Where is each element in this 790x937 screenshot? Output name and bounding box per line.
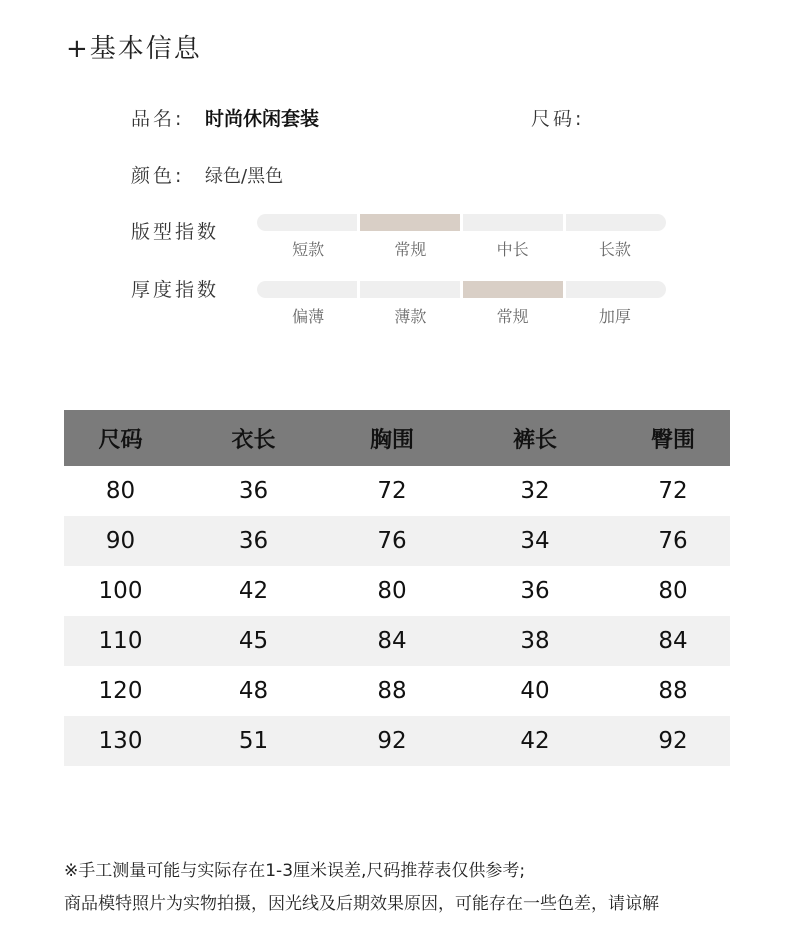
color-label: 颜色: (131, 165, 185, 187)
fit-index-bar (257, 214, 666, 231)
table-cell: 45 (177, 616, 330, 666)
table-cell: 51 (177, 716, 330, 766)
fit-index-label: 版型指数 (131, 221, 220, 243)
table-cell: 88 (377, 678, 407, 704)
measurement-note: ※手工测量可能与实际存在1-3厘米误差,尺码推荐表仅供参考; (64, 861, 526, 881)
thickness-index-option: 加厚 (598, 307, 631, 326)
section-title: +基本信息 (66, 34, 202, 64)
thickness-index-bar (257, 281, 666, 298)
column-header: 裤长 (454, 410, 616, 466)
table-cell: 72 (377, 478, 407, 504)
table-cell: 32 (520, 478, 550, 504)
size-label: 尺码: (531, 108, 585, 130)
thickness-index-segment (360, 281, 460, 298)
table-cell: 80 (658, 578, 688, 604)
table-cell: 42 (454, 716, 616, 766)
table-row (64, 616, 730, 666)
table-cell: 92 (330, 716, 454, 766)
fit-index-segment (360, 214, 460, 231)
thickness-index-segment (566, 281, 666, 298)
table-row (64, 516, 730, 566)
color-value: 绿色/黑色 (205, 166, 284, 187)
table-row (64, 566, 730, 616)
table-cell: 36 (177, 516, 330, 566)
thickness-index-option: 薄款 (394, 307, 427, 326)
fit-index-option: 长款 (598, 240, 631, 259)
thickness-index-option: 偏薄 (292, 307, 325, 326)
name-value: 时尚休闲套装 (205, 108, 320, 130)
table-cell: 42 (238, 578, 269, 604)
fit-index-segment (566, 214, 666, 231)
table-row (64, 466, 730, 516)
table-cell: 130 (64, 716, 177, 766)
table-cell: 48 (238, 678, 269, 704)
fit-index-scale (257, 214, 666, 260)
size-table-header-row (64, 410, 730, 466)
table-cell: 92 (616, 716, 730, 766)
table-cell: 76 (330, 516, 454, 566)
table-cell: 36 (520, 578, 550, 604)
thickness-index-segment (463, 281, 563, 298)
fit-index-segment (257, 214, 357, 231)
thickness-index-option: 常规 (496, 307, 529, 326)
table-row (64, 716, 730, 766)
column-header: 臀围 (616, 410, 730, 466)
table-cell: 34 (454, 516, 616, 566)
fit-index-segment (463, 214, 563, 231)
table-cell: 100 (98, 578, 143, 604)
table-cell: 76 (616, 516, 730, 566)
color-difference-note: 商品模特照片为实物拍摄，因光线及后期效果原因，可能存在一些色差，请谅解 (64, 894, 659, 914)
name-label: 品名: (131, 108, 185, 130)
table-cell: 72 (658, 478, 688, 504)
table-cell: 88 (658, 678, 688, 704)
column-header: 胸围 (330, 410, 454, 466)
table-row (64, 666, 730, 716)
table-cell: 80 (377, 578, 407, 604)
table-cell: 80 (105, 478, 136, 504)
column-header: 衣长 (177, 410, 330, 466)
table-cell: 40 (520, 678, 550, 704)
table-cell: 38 (454, 616, 616, 666)
thickness-index-segment (257, 281, 357, 298)
table-cell: 90 (64, 516, 177, 566)
fit-index-option: 常规 (394, 240, 427, 259)
table-cell: 84 (616, 616, 730, 666)
table-cell: 120 (98, 678, 143, 704)
table-cell: 110 (64, 616, 177, 666)
thickness-index-label: 厚度指数 (131, 279, 220, 301)
size-table (64, 410, 730, 766)
thickness-index-scale (257, 281, 666, 327)
fit-index-option: 中长 (496, 240, 529, 259)
table-cell: 84 (330, 616, 454, 666)
table-cell: 36 (238, 478, 269, 504)
column-header: 尺码 (64, 410, 177, 466)
fit-index-option: 短款 (292, 240, 325, 259)
